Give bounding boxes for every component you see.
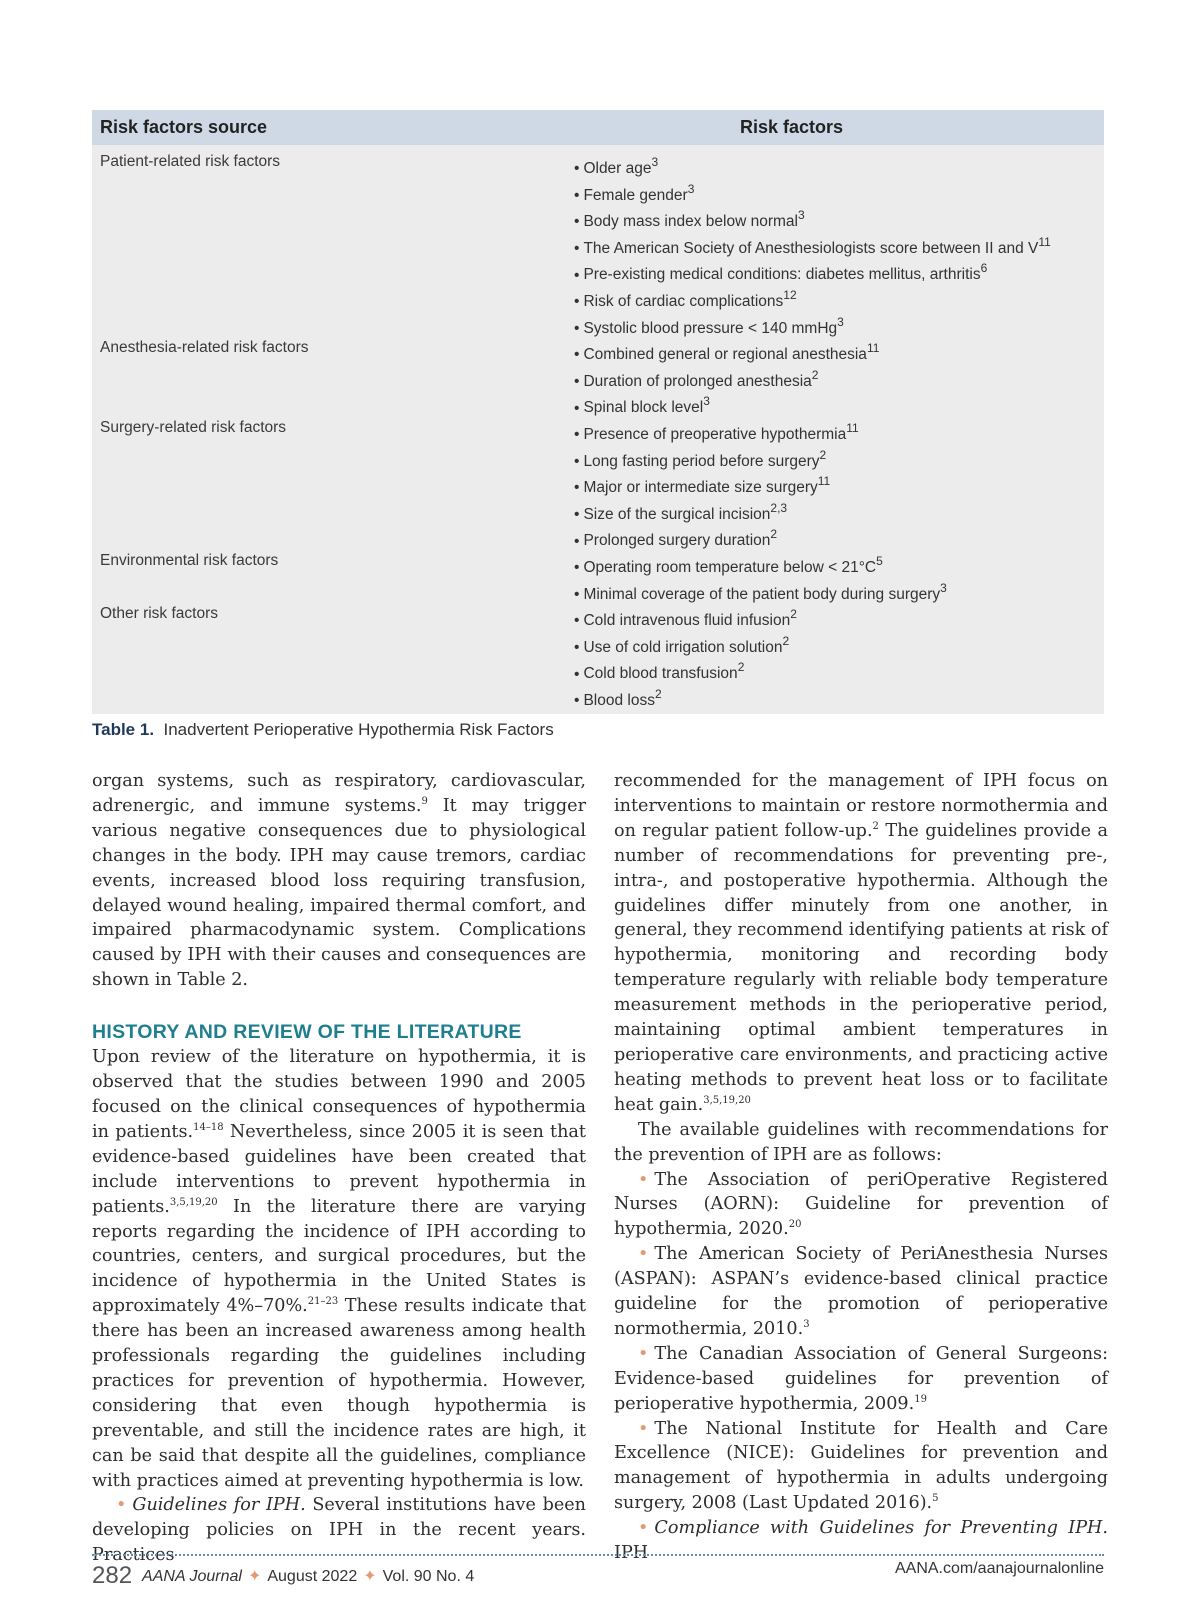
risk-factor-item [574,313,1051,340]
risk-factor-text: Cold blood transfusion [583,665,738,683]
table-caption [92,720,554,740]
journal-name: AANA Journal [142,1568,242,1585]
bullet-icon: • [574,479,580,497]
citation: 21–23 [307,1296,339,1308]
risk-factor-item [574,419,859,446]
risk-factor-item [574,286,1051,313]
risk-factors-table [92,110,1104,714]
left-column [92,769,586,1568]
risk-factor-text: The American Society of Anesthesiologists score between II and V [583,239,1039,257]
paragraph: Upon review of the literature on hypothermia, it is observed that the studies between 1990 and 2005 focused on the clinical consequences of hypothermia in patients.$^{14-18}$ Nevertheless, since 2005 it is seen that evidence-based guidelines have been created that include interventions to prevent hypothermia in patients.$^{3,5,19,20}$ In the literature there are varying reports regarding the incidence of IPH according to countries, centers, and surgical procedures, but the incidence of hypothermia in the United States is approximately 4%–70%.$^{21-23}$ These results indicate that there has been an increased awareness among health professionals regarding the guidelines including practices for prevention of hypothermia. However, considering that even though hypothermia is preventable, and still the incidence rates are high, it can be said that despite all the guidelines, compliance with practices aimed at preventing hypothermia is low. [92,1047,586,1491]
table-caption-text: Inadvertent Perioperative Hypothermia Risk Factors [163,720,554,739]
risk-factor-item [574,206,1051,233]
volume-number: Vol. 90 No. 4 [382,1568,475,1585]
citation: 5 [876,554,883,568]
guideline-text: The National Institute for Health and Care Excellence (NICE): Guidelines for prevention and management of hypothermia in adults undergoing surgery, 2008 (Last Updated 2016). [614,1418,1108,1514]
risk-factor-item [574,472,859,499]
citation: 2 [770,527,778,542]
citation: 3 [837,314,844,329]
citation: 2 [819,447,827,462]
citation: 9 [421,796,428,808]
paragraph: • Guidelines for IPH. Several institutions have been developing policies on IPH in the recent years. Practices [92,1495,586,1566]
risk-factor-text: Long fasting period before surgery [583,452,820,470]
bullet-icon: • [574,372,580,390]
citation: 11 [846,421,859,435]
bullet-icon: • [574,665,580,683]
risk-source-cell: Other risk factors [100,605,218,623]
risk-factor-item [574,552,947,579]
paragraph: The available guidelines with recommendations for the prevention of IPH are as follows: [614,1119,1108,1165]
risk-factor-text: Body mass index below normal [583,213,798,231]
risk-factor-text: Spinal block level [583,399,704,417]
citation: 2 [872,820,879,832]
bullet-icon: • [638,1518,649,1539]
risk-factor-item [574,499,859,526]
footer-left [92,1560,474,1588]
table-caption-label: Table 1. [92,720,155,739]
citation: 3 [803,1319,810,1331]
bullet-icon: • [574,638,580,656]
bullet-icon: • [574,213,580,231]
risk-factor-item [574,366,879,393]
citation: 3,5,19,20 [703,1094,751,1106]
risk-factor-item [574,339,879,366]
guideline-item [614,1242,1108,1342]
risk-factor-list [574,605,797,711]
issue-date: August 2022 [267,1568,358,1585]
risk-factor-item [574,180,1051,207]
bullet-icon: • [574,319,580,337]
risk-factor-item [574,685,797,712]
citation: 2 [782,633,790,648]
bullet-icon: • [638,1418,649,1439]
bullet-icon: • [574,266,580,284]
subsection-title: Compliance with Guidelines for Preventing IPH. [654,1518,1108,1539]
bullet-icon: • [574,452,580,470]
risk-factor-text: Older age [583,160,652,178]
guideline-item [614,1417,1108,1517]
risk-factor-text: Pre-existing medical conditions: diabetes mellitus, arthritis [583,266,981,284]
citation: 12 [783,287,797,302]
citation: 6 [980,261,988,276]
citation: 3 [703,394,710,409]
guideline-item [614,1168,1108,1243]
risk-factor-item [574,658,797,685]
citation: 19 [914,1393,927,1405]
separator-icon: ✦ [247,1568,262,1585]
risk-factor-item [574,632,797,659]
citation: 3 [797,208,805,223]
citation: 5 [932,1493,939,1505]
citation: 20 [788,1219,802,1231]
bullet-icon: • [574,692,580,710]
bullet-icon: • [574,399,580,417]
risk-factor-item [574,233,1051,260]
header-risk-factors-source: Risk factors source [100,117,268,137]
guideline-text: The American Society of PeriAnesthesia Nurses (ASPAN): ASPAN’s evidence-based clinical practice guideline for the promotion of perioperative normothermia, 2010. [614,1244,1108,1339]
bullet-icon: • [574,559,580,577]
citation: 11 [866,341,880,356]
risk-factor-text: Blood loss [583,692,655,710]
risk-factor-text: Size of the surgical incision [583,505,771,523]
bullet-icon: • [574,186,580,204]
citation: 2,3 [770,500,788,515]
risk-factor-text: Use of cold irrigation solution [583,638,783,656]
risk-factor-list [574,153,1051,339]
footer-url[interactable]: AANA.com/aanajournalonline [894,1560,1104,1577]
risk-source-cell: Anesthesia-related risk factors [100,339,309,357]
risk-source-cell: Patient-related risk factors [100,153,281,170]
risk-factor-list [574,552,947,605]
risk-factor-item [574,579,947,606]
table-header-row [92,110,1104,145]
citation: 3,5,19,20 [169,1196,218,1208]
bullet-icon: • [638,1343,649,1364]
citation: 2 [811,367,819,382]
bullet-icon: • [574,505,580,523]
page-number: 282 [92,1562,133,1589]
citation: 2 [654,686,662,701]
risk-factor-item [574,392,879,419]
paragraph: • Compliance with Guidelines for Preventing IPH. IPH [614,1518,1108,1564]
bullet-icon: • [638,1244,649,1265]
citation: 14–18 [193,1122,224,1134]
section-heading: HISTORY AND REVIEW OF THE LITERATURE [92,1021,522,1044]
risk-factor-text: Female gender [583,186,688,204]
risk-factor-item [574,525,859,552]
separator-icon: ✦ [363,1568,377,1585]
table-body [92,145,1104,714]
risk-factor-text: Combined general or regional anesthesia [583,346,867,364]
risk-source-cell: Environmental risk factors [100,552,279,569]
bullet-icon: • [574,239,580,257]
guideline-text: The Canadian Association of General Surgeons: Evidence-based guidelines for prevention of perioperative hypothermia, 2009. [614,1343,1108,1414]
bullet-icon: • [116,1495,127,1516]
risk-factor-text: Duration of prolonged anesthesia [583,372,812,390]
citation: 3 [940,580,947,595]
risk-source-cell: Surgery-related risk factors [100,419,287,436]
paragraph: recommended for the management of IPH focus on interventions to maintain or restore normothermia and on regular patient follow-up.$^2$ The guidelines provide a number of recommendations for preventing pre-, intra-, and postoperative hypothermia. Although the guidelines differ minutely from one another, in general, they recommend identifying patients at risk of hypothermia, monitoring and recording body temperature regularly with reliable body temperature measurement methods in the perioperative period, maintaining optimal ambient temperatures in perioperative care environments, and practicing active heating methods to prevent heat loss or to facilitate heat gain.$^{3,5,19,20}$ [614,771,1109,1115]
bullet-icon: • [574,293,580,311]
guideline-text: The Association of periOperative Registered Nurses (AORN): Guideline for prevention of hypothermia, 2020. [614,1169,1108,1240]
risk-factor-text: Systolic blood pressure < 140 mmHg [583,319,838,337]
citation: 3 [651,155,659,169]
risk-factor-text: Cold intravenous fluid infusion [583,612,791,630]
header-risk-factors: Risk factors [740,117,844,137]
bullet-icon: • [574,426,580,444]
footer-rule [92,1554,1104,1556]
citation: 11 [817,474,831,489]
risk-factor-text: Operating room temperature below < 21°C [583,559,877,577]
risk-factor-list [574,419,859,552]
bullet-icon: • [574,585,580,603]
risk-factor-text: Risk of cardiac complications [583,293,784,311]
bullet-icon: • [574,160,580,178]
risk-factor-item [574,259,1051,286]
right-column [614,769,1108,1566]
guideline-item [614,1342,1108,1417]
citation: 2 [737,660,745,675]
risk-factor-item [574,605,797,632]
bullet-icon: • [574,346,580,364]
risk-factor-text: Major or intermediate size surgery [583,479,818,497]
risk-factor-text: Presence of preoperative hypothermia [583,426,847,444]
paragraph: organ systems, such as respiratory, cardiovascular, adrenergic, and immune systems.$^9$ It may trigger various negative consequences due to physiological changes in the body. IPH may cause tremors, cardiac events, increased blood loss requiring transfusion, delayed wound healing, impaired thermal comfort, and impaired pharmacodynamic system. Complications caused by IPH with their causes and consequences are shown in Table 2. [92,771,586,991]
citation: 2 [790,607,797,622]
risk-factor-item [574,153,1051,180]
citation: 3 [687,181,695,196]
subsection-title: Guidelines for IPH. [132,1495,306,1516]
guideline-list [614,1168,1108,1517]
citation: 11 [1038,234,1051,249]
risk-factor-text: Minimal coverage of the patient body during surgery [583,585,941,603]
risk-factor-item [574,446,859,473]
risk-factor-list [574,339,879,419]
bullet-icon: • [574,532,580,550]
bullet-icon: • [574,612,580,630]
bullet-icon: • [638,1169,649,1190]
risk-factor-text: Prolonged surgery duration [583,532,771,550]
